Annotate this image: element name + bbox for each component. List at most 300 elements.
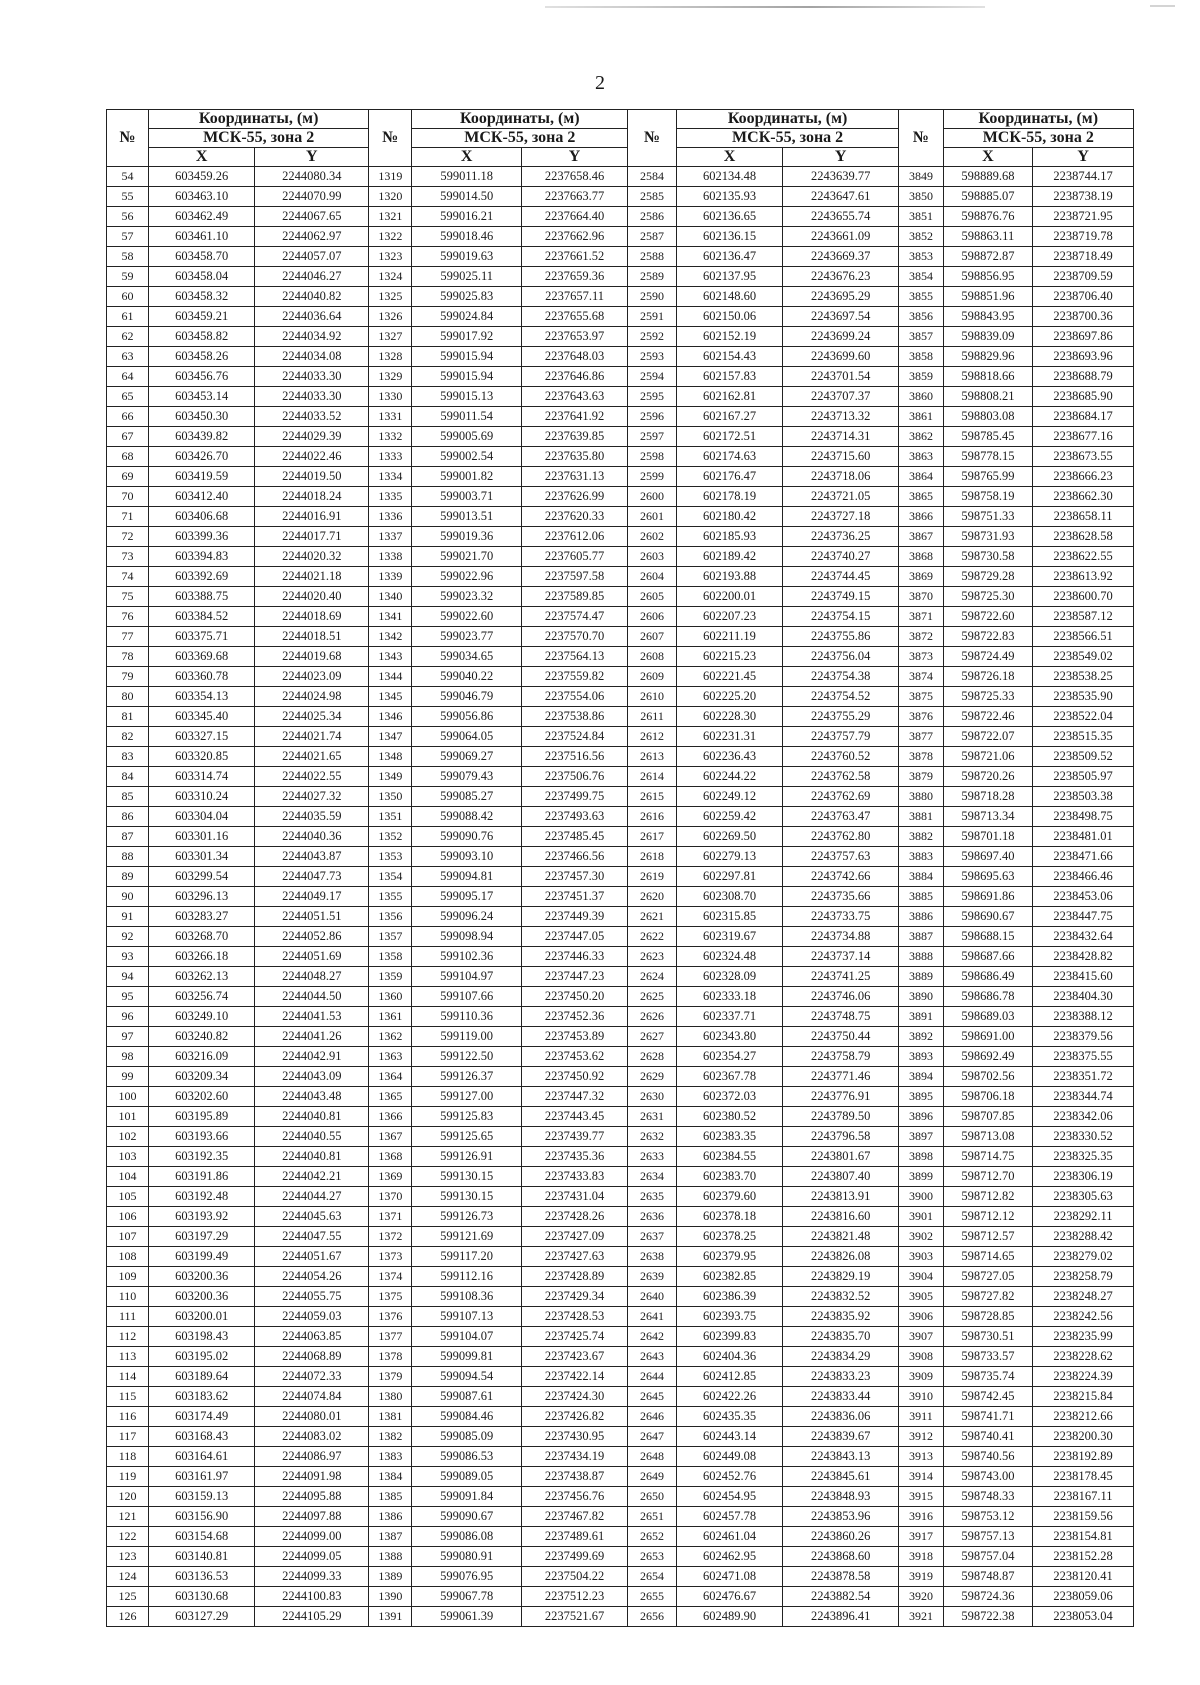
point-number-cell: 3912 [899,1427,943,1447]
point-number-cell: 59 [107,267,149,287]
x-coord-cell: 599126.73 [412,1207,522,1227]
table-row [107,547,1134,567]
x-coord-cell: 602457.78 [676,1507,782,1527]
point-number-cell: 116 [107,1407,149,1427]
x-coord-cell: 603463.10 [149,187,255,207]
y-coord-cell: 2237658.46 [521,167,627,187]
table-row [107,947,1134,967]
y-coord-cell: 2238503.38 [1033,787,1134,807]
x-coord-cell: 603193.66 [149,1127,255,1147]
point-number-cell: 3874 [899,667,943,687]
point-number-cell: 2586 [628,207,677,227]
y-coord-cell: 2244040.81 [255,1147,369,1167]
y-coord-cell: 2238228.62 [1033,1347,1134,1367]
table-row [107,787,1134,807]
point-number-cell: 3904 [899,1267,943,1287]
y-coord-cell: 2238351.72 [1033,1067,1134,1087]
table-row [107,1547,1134,1567]
point-number-cell: 2629 [628,1067,677,1087]
y-coord-cell: 2237489.61 [521,1527,627,1547]
y-coord-cell: 2243737.14 [783,947,899,967]
point-number-cell: 100 [107,1087,149,1107]
point-number-cell: 1326 [369,307,412,327]
x-coord-cell: 602228.30 [676,707,782,727]
x-coord-cell: 599022.60 [412,607,522,627]
y-coord-cell: 2237424.30 [521,1387,627,1407]
y-coord-cell: 2238178.45 [1033,1467,1134,1487]
table-row [107,367,1134,387]
point-number-cell: 1374 [369,1267,412,1287]
x-coord-cell: 602221.45 [676,667,782,687]
point-number-cell: 2587 [628,227,677,247]
point-number-cell: 1382 [369,1427,412,1447]
y-header-4: Y [1033,148,1134,167]
y-coord-cell: 2244080.01 [255,1407,369,1427]
table-row [107,1467,1134,1487]
y-coord-cell: 2237443.45 [521,1107,627,1127]
point-number-cell: 2632 [628,1127,677,1147]
y-coord-cell: 2244047.73 [255,867,369,887]
y-coord-cell: 2244083.02 [255,1427,369,1447]
x-coord-cell: 598712.57 [943,1227,1033,1247]
point-number-cell: 2607 [628,627,677,647]
x-coord-cell: 599019.63 [412,247,522,267]
y-coord-cell: 2237447.32 [521,1087,627,1107]
x-coord-cell: 603388.75 [149,587,255,607]
y-coord-cell: 2243744.45 [783,567,899,587]
x-coord-cell: 598697.40 [943,847,1033,867]
x-coord-cell: 599067.78 [412,1587,522,1607]
x-coord-cell: 602471.08 [676,1567,782,1587]
point-number-cell: 3891 [899,1007,943,1027]
table-row [107,747,1134,767]
point-number-cell: 2598 [628,447,677,467]
x-coord-cell: 602461.04 [676,1527,782,1547]
x-coord-cell: 598726.18 [943,667,1033,687]
x-coord-cell: 599069.27 [412,747,522,767]
y-coord-cell: 2238600.70 [1033,587,1134,607]
x-coord-cell: 602185.93 [676,527,782,547]
table-row [107,327,1134,347]
x-coord-cell: 599046.79 [412,687,522,707]
y-coord-cell: 2244019.50 [255,467,369,487]
y-coord-cell: 2244021.65 [255,747,369,767]
point-number-cell: 91 [107,907,149,927]
y-coord-cell: 2244040.81 [255,1107,369,1127]
table-row [107,1147,1134,1167]
x-coord-cell: 598741.71 [943,1407,1033,1427]
point-number-cell: 1347 [369,727,412,747]
point-number-cell: 3865 [899,487,943,507]
x-coord-cell: 598742.45 [943,1387,1033,1407]
y-coord-cell: 2244091.98 [255,1467,369,1487]
y-coord-cell: 2243845.61 [783,1467,899,1487]
point-number-cell: 3880 [899,787,943,807]
x-coord-cell: 598785.45 [943,427,1033,447]
y-coord-cell: 2238415.60 [1033,967,1134,987]
y-coord-cell: 2244044.50 [255,987,369,1007]
point-number-cell: 2638 [628,1247,677,1267]
x-coord-cell: 602297.81 [676,867,782,887]
y-coord-cell: 2243734.88 [783,927,899,947]
x-coord-cell: 603216.09 [149,1047,255,1067]
point-number-cell: 1376 [369,1307,412,1327]
point-number-cell: 1391 [369,1607,412,1627]
x-coord-cell: 603314.74 [149,767,255,787]
point-number-cell: 54 [107,167,149,187]
x-coord-cell: 598713.34 [943,807,1033,827]
x-coord-cell: 599127.00 [412,1087,522,1107]
point-number-cell: 2639 [628,1267,677,1287]
x-coord-cell: 599086.08 [412,1527,522,1547]
y-coord-cell: 2238744.17 [1033,167,1134,187]
x-coord-cell: 602399.83 [676,1327,782,1347]
y-coord-cell: 2243754.38 [783,667,899,687]
point-number-cell: 1381 [369,1407,412,1427]
point-number-cell: 98 [107,1047,149,1067]
y-coord-cell: 2244042.91 [255,1047,369,1067]
y-coord-cell: 2243762.80 [783,827,899,847]
point-number-cell: 2628 [628,1047,677,1067]
point-number-cell: 2612 [628,727,677,747]
x-coord-cell: 603197.29 [149,1227,255,1247]
y-coord-cell: 2238258.79 [1033,1267,1134,1287]
point-number-cell: 2592 [628,327,677,347]
point-number-cell: 2656 [628,1607,677,1627]
x-coord-cell: 599040.22 [412,667,522,687]
y-coord-cell: 2243755.86 [783,627,899,647]
x-coord-cell: 602324.48 [676,947,782,967]
y-coord-cell: 2238706.40 [1033,287,1134,307]
x-coord-cell: 598851.96 [943,287,1033,307]
point-number-cell: 2647 [628,1427,677,1447]
y-coord-cell: 2237439.77 [521,1127,627,1147]
y-coord-cell: 2243714.31 [783,427,899,447]
y-coord-cell: 2237427.63 [521,1247,627,1267]
y-coord-cell: 2237635.80 [521,447,627,467]
y-coord-cell: 2237428.53 [521,1307,627,1327]
x-coord-cell: 599019.36 [412,527,522,547]
point-number-cell: 2585 [628,187,677,207]
y-coord-cell: 2244070.99 [255,187,369,207]
x-coord-cell: 603183.62 [149,1387,255,1407]
x-coord-cell: 603209.34 [149,1067,255,1087]
point-number-cell: 3869 [899,567,943,587]
y-coord-cell: 2244072.33 [255,1367,369,1387]
x-coord-cell: 598889.68 [943,167,1033,187]
point-number-cell: 3900 [899,1187,943,1207]
y-coord-cell: 2243760.52 [783,747,899,767]
x-coord-cell: 603262.13 [149,967,255,987]
y-coord-cell: 2244033.52 [255,407,369,427]
x-coord-cell: 603240.82 [149,1027,255,1047]
y-coord-cell: 2237423.67 [521,1347,627,1367]
y-coord-cell: 2243736.25 [783,527,899,547]
y-coord-cell: 2238522.04 [1033,707,1134,727]
x-coord-cell: 603168.43 [149,1427,255,1447]
x-coord-cell: 603249.10 [149,1007,255,1027]
y-coord-cell: 2238505.97 [1033,767,1134,787]
table-row [107,1007,1134,1027]
point-number-cell: 2652 [628,1527,677,1547]
point-number-cell: 65 [107,387,149,407]
x-coord-cell: 598714.75 [943,1147,1033,1167]
point-number-cell: 107 [107,1227,149,1247]
table-row [107,1107,1134,1127]
y-coord-cell: 2243816.60 [783,1207,899,1227]
x-coord-cell: 599125.65 [412,1127,522,1147]
point-number-cell: 2643 [628,1347,677,1367]
y-coord-cell: 2244048.27 [255,967,369,987]
x-coord-cell: 603406.68 [149,507,255,527]
y-coord-cell: 2237589.85 [521,587,627,607]
y-coord-cell: 2238288.42 [1033,1227,1134,1247]
x-coord-cell: 598778.15 [943,447,1033,467]
y-coord-cell: 2238428.82 [1033,947,1134,967]
point-number-cell: 120 [107,1487,149,1507]
x-coord-cell: 602489.90 [676,1607,782,1627]
x-coord-cell: 599022.96 [412,567,522,587]
x-coord-cell: 602134.48 [676,167,782,187]
y-coord-cell: 2243755.29 [783,707,899,727]
x-coord-cell: 599024.84 [412,307,522,327]
x-coord-cell: 603394.83 [149,547,255,567]
x-header-1: X [149,148,255,167]
y-coord-cell: 2237427.09 [521,1227,627,1247]
x-coord-cell: 599122.50 [412,1047,522,1067]
point-number-cell: 2642 [628,1327,677,1347]
x-coord-cell: 599121.69 [412,1227,522,1247]
y-coord-cell: 2238662.30 [1033,487,1134,507]
y-coord-cell: 2238404.30 [1033,987,1134,1007]
x-coord-cell: 603164.61 [149,1447,255,1467]
y-coord-cell: 2238628.58 [1033,527,1134,547]
point-number-cell: 2651 [628,1507,677,1527]
x-coord-cell: 598757.13 [943,1527,1033,1547]
y-coord-cell: 2237521.67 [521,1607,627,1627]
point-number-cell: 74 [107,567,149,587]
y-coord-cell: 2237657.11 [521,287,627,307]
y-coord-cell: 2237538.86 [521,707,627,727]
x-coord-cell: 598748.87 [943,1567,1033,1587]
x-coord-cell: 598856.95 [943,267,1033,287]
point-number-cell: 3858 [899,347,943,367]
point-number-cell: 2615 [628,787,677,807]
x-coord-cell: 598721.06 [943,747,1033,767]
x-coord-cell: 603198.43 [149,1327,255,1347]
table-row [107,527,1134,547]
x-coord-cell: 602378.25 [676,1227,782,1247]
point-number-cell: 1384 [369,1467,412,1487]
x-coord-cell: 598722.60 [943,607,1033,627]
y-coord-cell: 2237612.06 [521,527,627,547]
x-coord-cell: 603439.82 [149,427,255,447]
y-coord-cell: 2244044.27 [255,1187,369,1207]
y-coord-cell: 2243836.06 [783,1407,899,1427]
point-number-cell: 95 [107,987,149,1007]
y-coord-cell: 2244051.67 [255,1247,369,1267]
x-coord-cell: 598818.66 [943,367,1033,387]
x-coord-cell: 603327.15 [149,727,255,747]
y-coord-cell: 2244025.34 [255,707,369,727]
y-coord-cell: 2243896.41 [783,1607,899,1627]
table-row [107,307,1134,327]
y-coord-cell: 2244021.74 [255,727,369,747]
point-number-cell: 56 [107,207,149,227]
y-coord-cell: 2238379.56 [1033,1027,1134,1047]
point-number-cell: 1370 [369,1187,412,1207]
x-coord-cell: 603299.54 [149,867,255,887]
y-coord-cell: 2244100.83 [255,1587,369,1607]
y-coord-cell: 2237639.85 [521,427,627,447]
point-number-cell: 1351 [369,807,412,827]
x-coord-cell: 603283.27 [149,907,255,927]
y-coord-cell: 2243655.74 [783,207,899,227]
point-number-cell: 3867 [899,527,943,547]
x-coord-cell: 599090.67 [412,1507,522,1527]
x-coord-cell: 598722.07 [943,727,1033,747]
point-number-cell: 3872 [899,627,943,647]
x-coord-cell: 598722.38 [943,1607,1033,1627]
y-coord-cell: 2238059.06 [1033,1587,1134,1607]
point-number-cell: 3883 [899,847,943,867]
point-number-cell: 101 [107,1107,149,1127]
scan-artifact-mark [1150,5,1175,7]
point-number-cell: 2590 [628,287,677,307]
y-coord-cell: 2238481.01 [1033,827,1134,847]
x-coord-cell: 603310.24 [149,787,255,807]
point-number-cell: 2649 [628,1467,677,1487]
table-row [107,1287,1134,1307]
x-coord-cell: 599085.09 [412,1427,522,1447]
table-row [107,567,1134,587]
table-row [107,1507,1134,1527]
y-coord-cell: 2244041.53 [255,1007,369,1027]
y-coord-cell: 2237485.45 [521,827,627,847]
y-coord-cell: 2243868.60 [783,1547,899,1567]
x-coord-cell: 598839.09 [943,327,1033,347]
x-coord-cell: 603456.76 [149,367,255,387]
num-header-3: № [628,110,677,167]
point-number-cell: 1338 [369,547,412,567]
x-coord-cell: 599001.82 [412,467,522,487]
x-coord-cell: 602384.55 [676,1147,782,1167]
point-number-cell: 3908 [899,1347,943,1367]
y-coord-cell: 2244051.69 [255,947,369,967]
point-number-cell: 2618 [628,847,677,867]
x-coord-cell: 598751.33 [943,507,1033,527]
y-coord-cell: 2244055.75 [255,1287,369,1307]
x-coord-cell: 598740.41 [943,1427,1033,1447]
y-coord-cell: 2244052.86 [255,927,369,947]
y-coord-cell: 2243754.52 [783,687,899,707]
table-row [107,1427,1134,1447]
y-coord-cell: 2244057.07 [255,247,369,267]
x-coord-cell: 599126.37 [412,1067,522,1087]
y-coord-cell: 2243860.26 [783,1527,899,1547]
y-coord-cell: 2243699.60 [783,347,899,367]
x-coord-cell: 599080.91 [412,1547,522,1567]
y-coord-cell: 2237451.37 [521,887,627,907]
x-coord-cell: 598731.93 [943,527,1033,547]
point-number-cell: 2599 [628,467,677,487]
y-coord-cell: 2238154.81 [1033,1527,1134,1547]
x-coord-cell: 603458.26 [149,347,255,367]
table-row [107,587,1134,607]
y-header-1: Y [255,148,369,167]
y-coord-cell: 2244019.68 [255,647,369,667]
point-number-cell: 1359 [369,967,412,987]
table-row [107,1167,1134,1187]
point-number-cell: 58 [107,247,149,267]
coord-title: Координаты, (м) [460,110,580,127]
x-coord-cell: 602383.70 [676,1167,782,1187]
y-coord-cell: 2237646.86 [521,367,627,387]
table-row [107,1067,1134,1087]
point-number-cell: 72 [107,527,149,547]
y-coord-cell: 2237512.23 [521,1587,627,1607]
point-number-cell: 2604 [628,567,677,587]
y-coord-cell: 2238120.41 [1033,1567,1134,1587]
x-coord-cell: 599126.91 [412,1147,522,1167]
coord-header-1 [149,110,369,129]
x-coord-cell: 603199.49 [149,1247,255,1267]
x-coord-cell: 598725.33 [943,687,1033,707]
point-number-cell: 57 [107,227,149,247]
y-coord-cell: 2238279.02 [1033,1247,1134,1267]
point-number-cell: 2630 [628,1087,677,1107]
y-coord-cell: 2238498.75 [1033,807,1134,827]
y-coord-cell: 2244059.03 [255,1307,369,1327]
y-coord-cell: 2237435.36 [521,1147,627,1167]
table-row [107,507,1134,527]
y-coord-cell: 2237452.36 [521,1007,627,1027]
x-coord-cell: 603130.68 [149,1587,255,1607]
y-coord-cell: 2238242.56 [1033,1307,1134,1327]
y-coord-cell: 2243748.75 [783,1007,899,1027]
coord-header-2 [412,110,628,129]
point-number-cell: 2640 [628,1287,677,1307]
point-number-cell: 3901 [899,1207,943,1227]
y-coord-cell: 2244018.51 [255,627,369,647]
point-number-cell: 3876 [899,707,943,727]
y-coord-cell: 2238697.86 [1033,327,1134,347]
table-row [107,967,1134,987]
table-row [107,1567,1134,1587]
y-coord-cell: 2243763.47 [783,807,899,827]
point-number-cell: 115 [107,1387,149,1407]
point-number-cell: 1342 [369,627,412,647]
y-coord-cell: 2237453.89 [521,1027,627,1047]
table-row [107,1607,1134,1627]
x-coord-cell: 603450.30 [149,407,255,427]
x-coord-cell: 603193.92 [149,1207,255,1227]
y-coord-cell: 2244099.00 [255,1527,369,1547]
x-coord-cell: 598757.04 [943,1547,1033,1567]
point-number-cell: 2655 [628,1587,677,1607]
y-coord-cell: 2243758.79 [783,1047,899,1067]
x-coord-cell: 598702.56 [943,1067,1033,1087]
x-coord-cell: 602454.95 [676,1487,782,1507]
point-number-cell: 117 [107,1427,149,1447]
point-number-cell: 1373 [369,1247,412,1267]
y-coord-cell: 2244017.71 [255,527,369,547]
point-number-cell: 2605 [628,587,677,607]
point-number-cell: 2633 [628,1147,677,1167]
point-number-cell: 123 [107,1547,149,1567]
table-row [107,1387,1134,1407]
point-number-cell: 3859 [899,367,943,387]
